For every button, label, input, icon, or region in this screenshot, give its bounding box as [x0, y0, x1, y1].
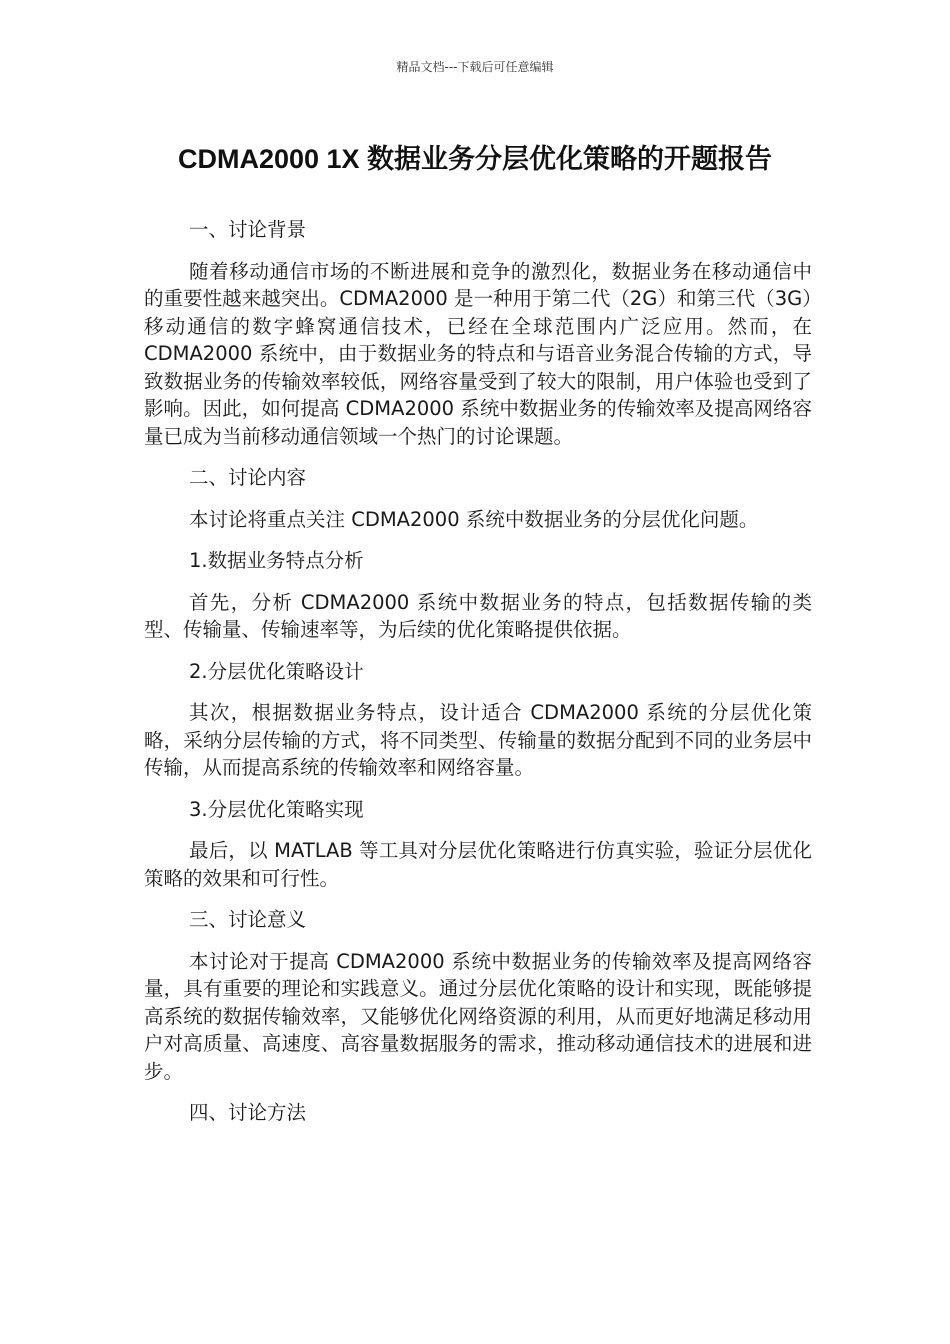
paragraph-background: 随着移动通信市场的不断进展和竞争的激烈化，数据业务在移动通信中的重要性越来越突出。CDMA2000 是一种用于第二代（2G）和第三代（3G）移动通信的数字蜂窝通信技术，已经在全球范围内广泛应用。然而，在 CDMA2000 系统中，由于数据业务的特点和与语音业务混合传输的方式，导致数据业务的传输效率较低，网络容量受到了较大的限制，用户体验也受到了影响。因此，如何提高 CDMA2000 系统中数据业务的传输效率及提高网络容量已成为当前移动通信领域一个热门的讨论课题。	[144, 259, 812, 448]
subheading-implementation: 3.分层优化策略实现	[189, 797, 364, 821]
section-heading-significance: 三、讨论意义	[189, 908, 307, 931]
section-heading-content: 二、讨论内容	[189, 466, 307, 489]
paragraph-analysis: 首先，分析 CDMA2000 系统中数据业务的特点，包括数据传输的类型、传输量、传输速率等，为后续的优化策略提供依据。	[144, 590, 812, 641]
document-body	[144, 216, 812, 1127]
page-header: 精品文档---下载后可任意编辑	[396, 60, 554, 74]
section-heading-background: 一、讨论背景	[189, 218, 307, 241]
paragraph-implementation: 最后，以 MATLAB 等工具对分层优化策略进行仿真实验，验证分层优化策略的效果和可行性。	[144, 839, 812, 890]
document-title: CDMA2000 1X 数据业务分层优化策略的开题报告	[177, 144, 773, 174]
subheading-analysis: 1.数据业务特点分析	[189, 549, 364, 572]
subheading-design: 2.分层优化策略设计	[189, 659, 364, 683]
paragraph-content-intro: 本讨论将重点关注 CDMA2000 系统中数据业务的分层优化问题。	[189, 507, 759, 531]
paragraph-significance: 本讨论对于提高 CDMA2000 系统中数据业务的传输效率及提高网络容量，具有重要的理论和实践意义。通过分层优化策略的设计和实现，既能够提高系统的数据传输效率，又能够优化网络资源的利用，从而更好地满足移动用户对高质量、高速度、高容量数据服务的需求，推动移动通信技术的进展和进步。	[144, 949, 812, 1083]
paragraph-design: 其次，根据数据业务特点，设计适合 CDMA2000 系统的分层优化策略，采纳分层传输的方式，将不同类型、传输量的数据分配到不同的业务层中传输，从而提高系统的传输效率和网络容量。	[144, 701, 812, 779]
section-heading-methods: 四、讨论方法	[189, 1101, 307, 1124]
